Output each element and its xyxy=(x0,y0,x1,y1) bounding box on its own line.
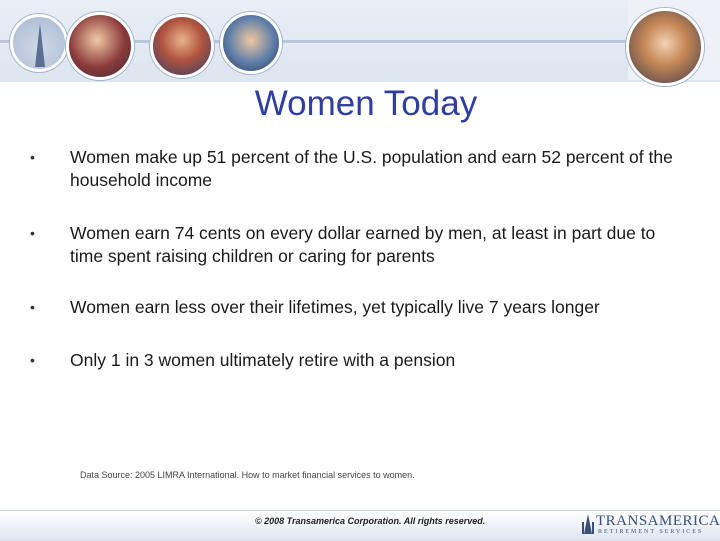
bullet-marker: • xyxy=(30,299,35,315)
data-source-note: Data Source: 2005 LIMRA International. How to market financial services to women. xyxy=(80,470,415,480)
pyramid-tower-photo xyxy=(10,14,68,72)
logo-wordmark: TRANSAMERICA xyxy=(596,513,720,529)
family-photo xyxy=(150,14,214,78)
family-portrait-photo xyxy=(626,8,704,86)
bullet-marker: • xyxy=(30,352,35,368)
transamerica-pyramid-icon xyxy=(582,514,594,534)
graduate-woman-photo xyxy=(66,12,134,80)
couple-photo xyxy=(220,12,282,74)
bullet-text: Women make up 51 percent of the U.S. population and earn 52 percent of the household income xyxy=(70,147,673,190)
slide-title: Women Today xyxy=(254,84,478,123)
bullet-text: Women earn less over their lifetimes, yet typically live 7 years longer xyxy=(70,297,600,317)
logo-subtitle: RETIREMENT SERVICES xyxy=(598,529,704,535)
bullet-marker: • xyxy=(30,225,35,241)
bullet-text: Women earn 74 cents on every dollar earned by men, at least in part due to time spent raising children or caring for parents xyxy=(70,223,656,266)
bullet-marker: • xyxy=(30,149,35,165)
bullet-text: Only 1 in 3 women ultimately retire with a pension xyxy=(70,350,456,370)
copyright-text: © 2008 Transamerica Corporation. All rights reserved. xyxy=(255,516,486,526)
